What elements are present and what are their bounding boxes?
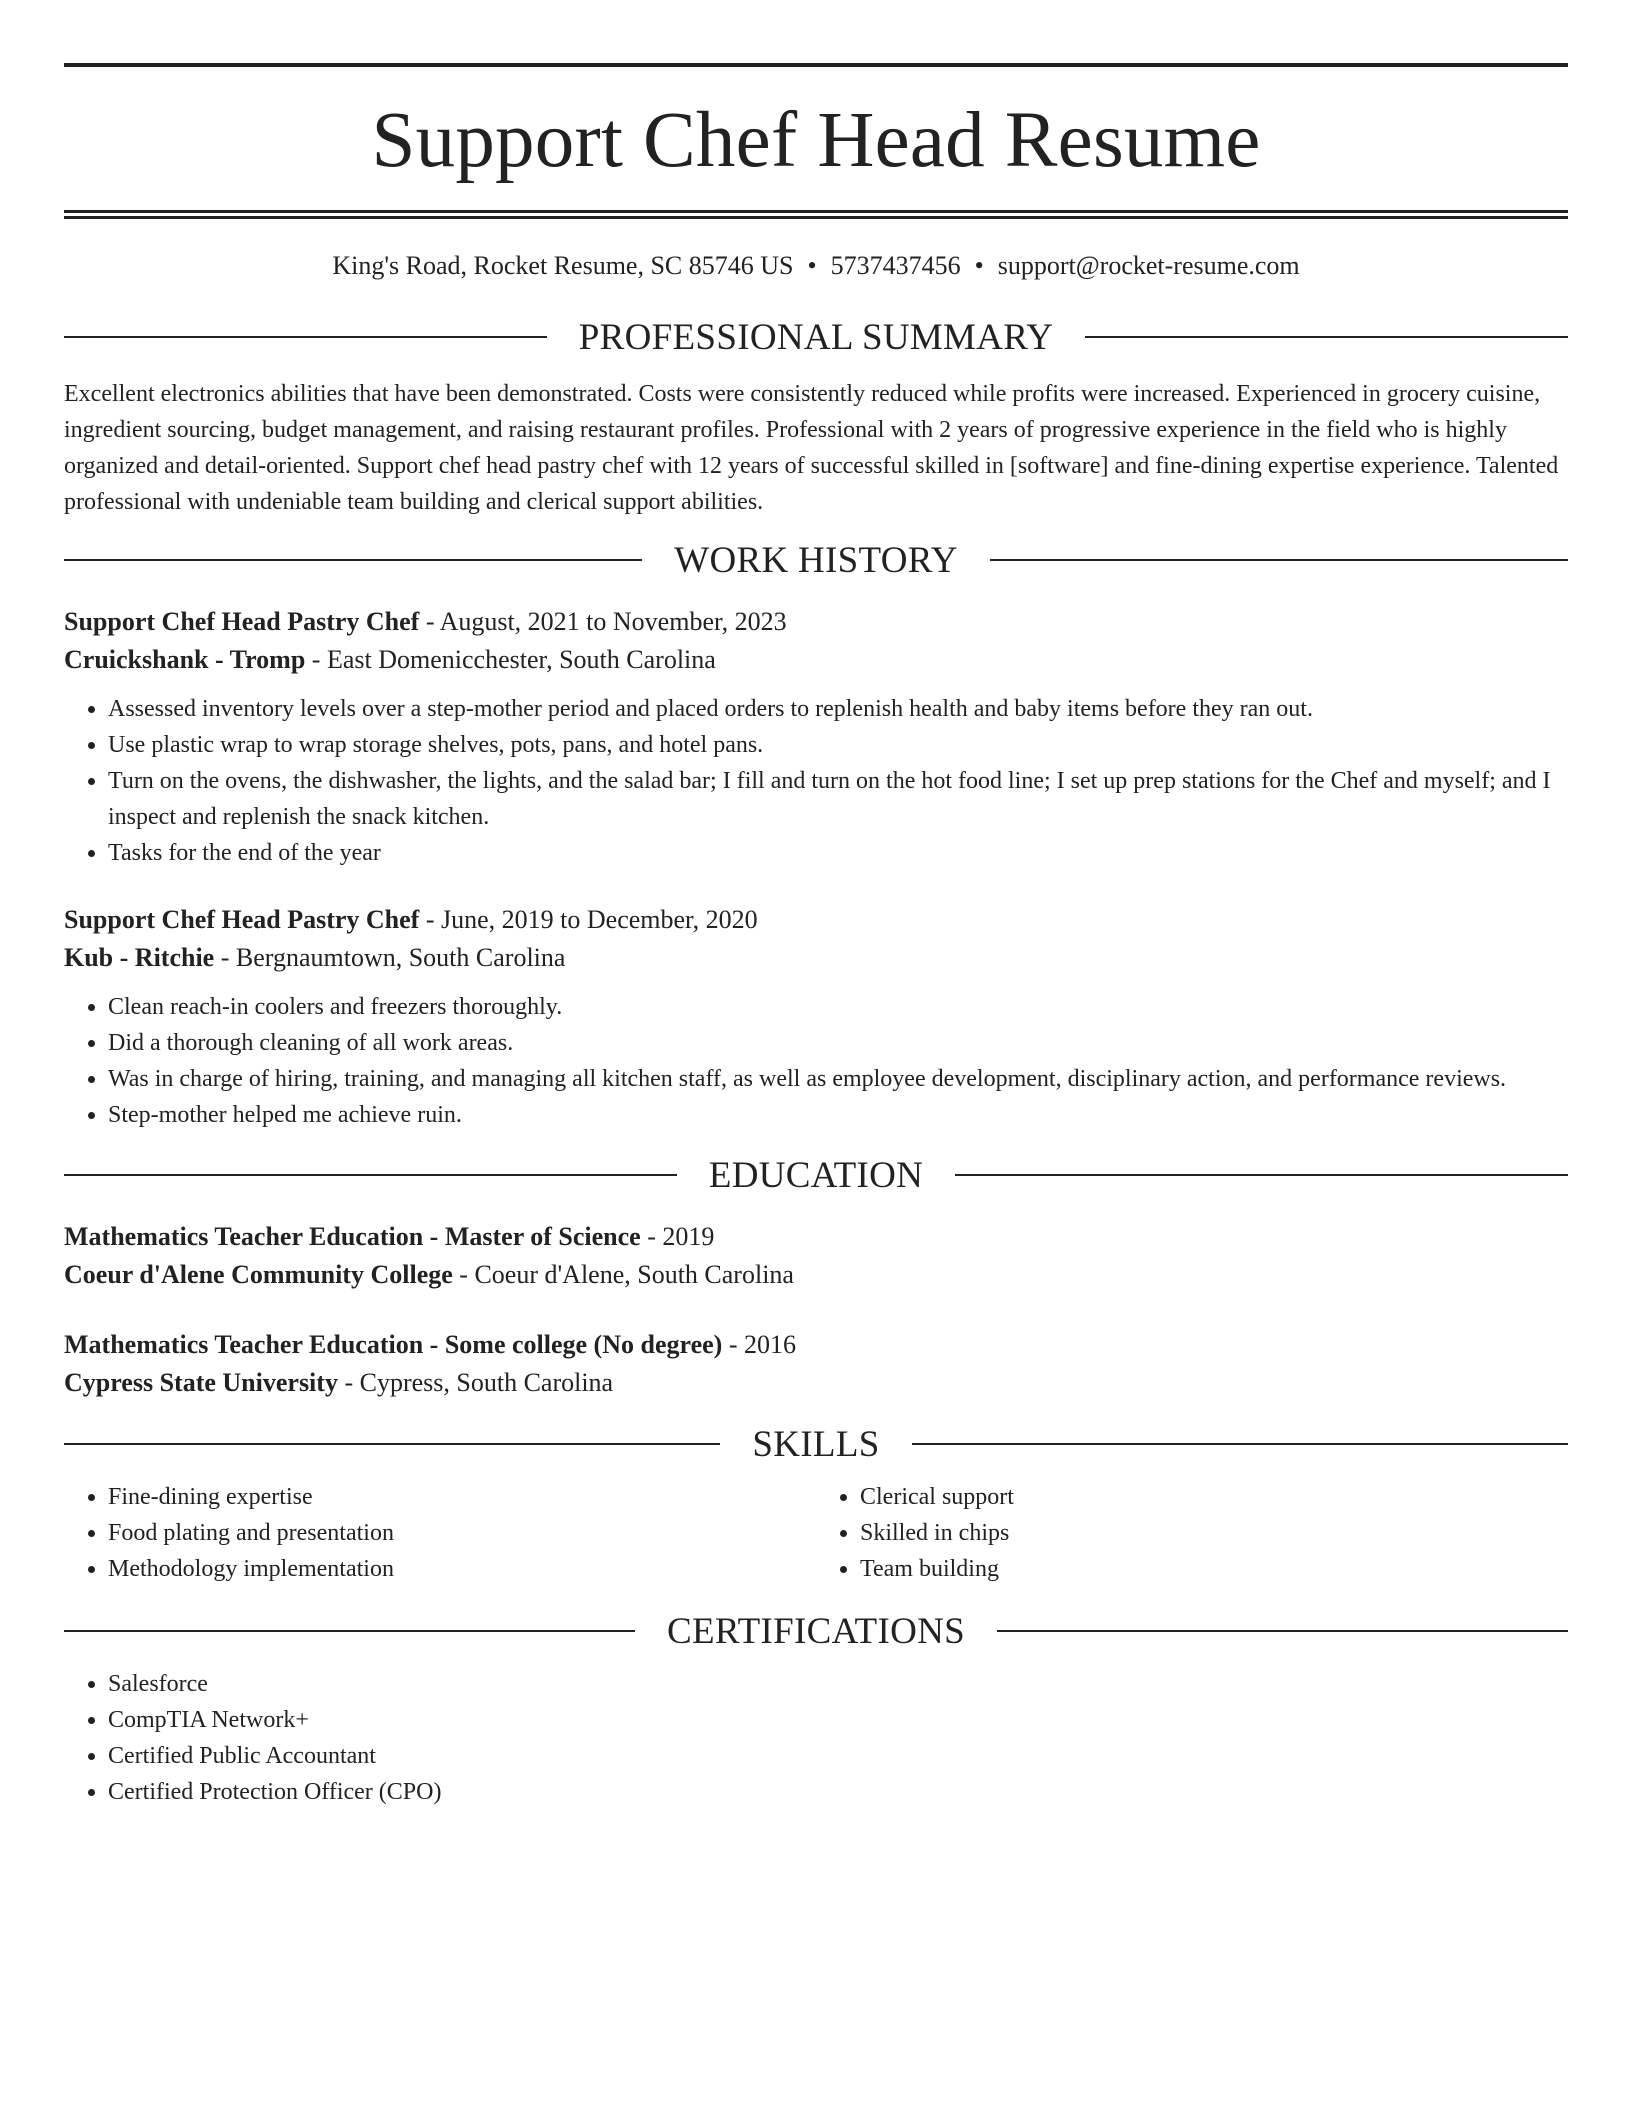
list-item: • Clean reach-in coolers and freezers thoroughly. bbox=[108, 989, 1568, 1025]
heading-rule bbox=[955, 1174, 1568, 1176]
heading-rule bbox=[990, 559, 1568, 561]
contact-email: support@rocket-resume.com bbox=[997, 251, 1300, 280]
heading-rule bbox=[997, 1630, 1568, 1632]
degree-year: - 2016 bbox=[722, 1329, 796, 1359]
resume-title: Support Chef Head Resume bbox=[371, 97, 1261, 184]
section-heading-education bbox=[64, 1154, 1568, 1196]
certifications-list bbox=[64, 1666, 1568, 1810]
job-location: - Bergnaumtown, South Carolina bbox=[214, 942, 566, 972]
skill-item: • Skilled in chips bbox=[860, 1515, 1568, 1551]
section-title: CERTIFICATIONS bbox=[667, 1610, 965, 1652]
heading-rule bbox=[1085, 336, 1568, 338]
skill-item: • Team building bbox=[860, 1551, 1568, 1587]
degree-line bbox=[64, 1326, 1568, 1364]
section-heading-summary bbox=[64, 316, 1568, 358]
job-dates: - June, 2019 to December, 2020 bbox=[419, 904, 758, 934]
school-location: - Cypress, South Carolina bbox=[337, 1367, 614, 1397]
job-title-line bbox=[64, 603, 1568, 641]
degree-line bbox=[64, 1218, 1568, 1256]
list-item: • Was in charge of hiring, training, and managing all kitchen staff, as well as employee development, disciplinary action, and performance reviews. bbox=[108, 1061, 1568, 1097]
skills-columns bbox=[64, 1479, 1568, 1587]
degree-year: - 2019 bbox=[640, 1221, 715, 1251]
school-location: - Coeur d'Alene, South Carolina bbox=[452, 1259, 794, 1289]
list-item: • Use plastic wrap to wrap storage shelves, pots, pans, and hotel pans. bbox=[108, 727, 1568, 763]
section-title: EDUCATION bbox=[708, 1154, 924, 1196]
skill-item: • Methodology implementation bbox=[108, 1551, 816, 1587]
heading-rule bbox=[64, 336, 547, 338]
contact-address: King's Road, Rocket Resume, SC 85746 US bbox=[332, 251, 794, 280]
job-entry bbox=[64, 901, 1568, 1133]
section-title: SKILLS bbox=[752, 1423, 880, 1465]
heading-rule bbox=[64, 1630, 635, 1632]
list-item: • Tasks for the end of the year bbox=[108, 835, 1568, 871]
list-item: • Did a thorough cleaning of all work areas. bbox=[108, 1025, 1568, 1061]
job-entry bbox=[64, 603, 1568, 871]
top-rule bbox=[64, 63, 1568, 67]
school-line bbox=[64, 1256, 1568, 1294]
list-item: • Turn on the ovens, the dishwasher, the lights, and the salad bar; I fill and turn on the hot food line; I set up prep stations for the Chef and myself; and I inspect and replenish the snack kitchen. bbox=[108, 763, 1568, 835]
skills-list-right bbox=[816, 1479, 1568, 1587]
certification-item: • Salesforce bbox=[108, 1666, 1568, 1702]
job-title: Support Chef Head Pastry Chef bbox=[64, 606, 420, 636]
certification-item: • Certified Public Accountant bbox=[108, 1738, 1568, 1774]
job-dates: - August, 2021 to November, 2023 bbox=[419, 606, 787, 636]
skills-list-left bbox=[64, 1479, 816, 1587]
school-line bbox=[64, 1364, 1568, 1402]
school: Coeur d'Alene Community College bbox=[64, 1259, 453, 1289]
job-company-line bbox=[64, 939, 1568, 977]
contact-separator: • bbox=[974, 251, 984, 280]
job-duties-list bbox=[64, 989, 1568, 1133]
section-title: WORK HISTORY bbox=[674, 539, 958, 581]
title-double-rule bbox=[64, 210, 1568, 219]
summary-text: Excellent electronics abilities that have been demonstrated. Costs were consistently reduced while profits were increased. Experienced in grocery cuisine, ingredient sourcing, budget management, and raising restaurant profiles. Professional with 2 years of progressive experience in the field who is highly organized and detail-oriented. Support chef head pastry chef with 12 years of successful skilled in [software] and fine-dining expertise experience. Talented professional with undeniable team building and clerical support abilities. bbox=[64, 380, 1559, 515]
contact-separator: • bbox=[807, 251, 817, 280]
heading-rule bbox=[64, 1174, 677, 1176]
skill-item: • Clerical support bbox=[860, 1479, 1568, 1515]
degree: Mathematics Teacher Education - Master of Science bbox=[64, 1221, 641, 1251]
list-item: • Assessed inventory levels over a step-mother period and placed orders to replenish health and baby items before they ran out. bbox=[108, 691, 1568, 727]
contact-line bbox=[64, 249, 1568, 283]
heading-rule bbox=[64, 1443, 720, 1445]
education-entry bbox=[64, 1218, 1568, 1294]
section-heading-work bbox=[64, 539, 1568, 581]
job-company: Cruickshank - Tromp bbox=[64, 644, 306, 674]
section-title: PROFESSIONAL SUMMARY bbox=[578, 316, 1054, 358]
section-heading-certifications bbox=[64, 1610, 1568, 1652]
section-heading-skills bbox=[64, 1423, 1568, 1465]
job-location: - East Domenicchester, South Carolina bbox=[305, 644, 716, 674]
job-company-line bbox=[64, 641, 1568, 679]
contact-phone: 5737437456 bbox=[830, 251, 961, 280]
heading-rule bbox=[64, 559, 642, 561]
education-entry bbox=[64, 1326, 1568, 1402]
heading-rule bbox=[912, 1443, 1568, 1445]
degree: Mathematics Teacher Education - Some college (No degree) bbox=[64, 1329, 723, 1359]
job-duties-list bbox=[64, 691, 1568, 871]
school: Cypress State University bbox=[64, 1367, 338, 1397]
certification-item: • Certified Protection Officer (CPO) bbox=[108, 1774, 1568, 1810]
certification-item: • CompTIA Network+ bbox=[108, 1702, 1568, 1738]
job-title: Support Chef Head Pastry Chef bbox=[64, 904, 420, 934]
skill-item: • Food plating and presentation bbox=[108, 1515, 816, 1551]
job-title-line bbox=[64, 901, 1568, 939]
skill-item: • Fine-dining expertise bbox=[108, 1479, 816, 1515]
list-item: • Step-mother helped me achieve ruin. bbox=[108, 1097, 1568, 1133]
job-company: Kub - Ritchie bbox=[64, 942, 215, 972]
